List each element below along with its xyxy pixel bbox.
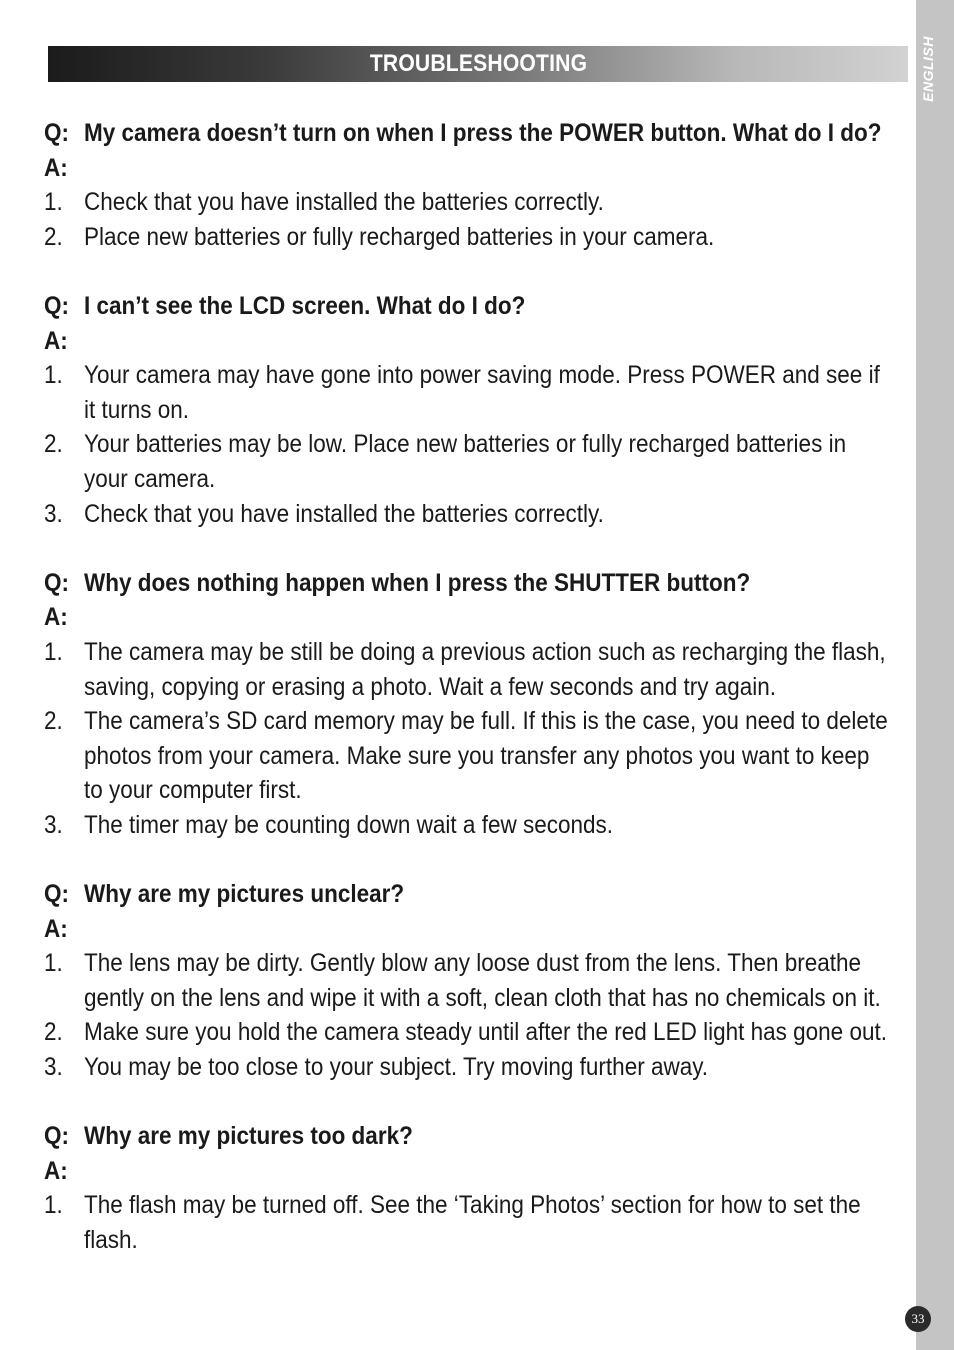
question-text: Why are my pictures too dark?: [84, 1122, 413, 1151]
answer-line: [44, 704, 916, 739]
answer-indent: [44, 393, 84, 428]
question-text: My camera doesn’t turn on when I press the POWER button. What do I do?: [84, 119, 882, 147]
section-gap: [44, 531, 916, 566]
answer-text: The camera’s SD card memory may be full. If this is the case, you need to delete: [84, 707, 888, 736]
answer-header: [44, 324, 916, 359]
answer-marker: A:: [44, 1156, 68, 1185]
answer-line: [44, 739, 916, 774]
answer-text: Make sure you hold the camera steady until after the red LED light has gone out.: [84, 1018, 887, 1047]
answer-header: [44, 151, 916, 186]
answer-line: [44, 773, 916, 808]
answer-marker: A:: [44, 326, 68, 355]
answer-line: [44, 427, 916, 462]
question-marker: Q:: [44, 291, 70, 320]
question-marker: Q:: [44, 1122, 70, 1151]
answer-indent: [44, 981, 84, 1016]
answer-line: [44, 462, 916, 497]
answer-line: [44, 808, 916, 843]
answer-number: [44, 946, 84, 981]
answer-line: [44, 981, 916, 1016]
answer-text: Check that you have installed the batteries correctly.: [84, 188, 604, 217]
answer-number: [44, 1015, 84, 1050]
answer-text: The flash may be turned off. See the ‘Taking Photos’ section for how to set the: [84, 1191, 861, 1220]
answer-indent: [44, 1223, 84, 1258]
faq-question: [44, 289, 916, 324]
answer-line: [44, 635, 916, 670]
answer-line: [44, 1050, 916, 1085]
faq-question: [44, 1119, 916, 1154]
answer-number-text: 1.: [44, 361, 63, 390]
answer-line: [44, 1188, 916, 1223]
answer-text: Your batteries may be low. Place new batteries or fully recharged batteries in: [84, 430, 847, 459]
answer-number: [44, 358, 84, 393]
answer-text: gently on the lens and wipe it with a soft, clean cloth that has no chemicals on it.: [84, 983, 881, 1012]
section-gap: [44, 842, 916, 877]
language-tab: [916, 24, 940, 114]
question-marker: Q:: [44, 119, 70, 147]
answer-header: [44, 600, 916, 635]
answer-number: [44, 427, 84, 462]
answer-number-text: 2.: [44, 222, 63, 251]
answer-number: [44, 635, 84, 670]
language-label: ENGLISH: [920, 36, 937, 102]
answer-number: [44, 220, 84, 255]
faq-question: [44, 877, 916, 912]
answer-text: The camera may be still be doing a previous action such as recharging the flash,: [84, 637, 886, 666]
answer-line: [44, 946, 916, 981]
answer-marker: A:: [44, 603, 68, 632]
answer-text: it turns on.: [84, 395, 190, 424]
answer-number: [44, 1188, 84, 1223]
answer-number-text: 1.: [44, 188, 63, 217]
answer-indent: [44, 773, 84, 808]
section-gap: [44, 1085, 916, 1120]
page-number: 33: [905, 1306, 931, 1332]
answer-text: Place new batteries or fully recharged batteries in your camera.: [84, 222, 715, 251]
section-gap: [44, 254, 916, 289]
answer-number: [44, 497, 84, 532]
question-text: I can’t see the LCD screen. What do I do?: [84, 291, 526, 320]
answer-number-text: 3.: [44, 1053, 63, 1082]
answer-header: [44, 1154, 916, 1189]
answer-text: photos from your camera. Make sure you transfer any photos you want to keep: [84, 741, 870, 770]
answer-number: [44, 1050, 84, 1085]
answer-number-text: 3.: [44, 810, 63, 839]
answer-number-text: 2.: [44, 430, 63, 459]
answer-text: your camera.: [84, 464, 216, 493]
answer-indent: [44, 670, 84, 705]
answer-text: The timer may be counting down wait a few seconds.: [84, 810, 614, 839]
question-marker: Q:: [44, 880, 70, 909]
answer-number-text: 1.: [44, 1191, 63, 1220]
answer-text: flash.: [84, 1226, 138, 1254]
answer-text: Check that you have installed the batteries correctly.: [84, 499, 604, 528]
faq-question: [44, 116, 916, 151]
faq-list: [44, 116, 916, 1258]
question-text: Why does nothing happen when I press the SHUTTER button?: [84, 568, 751, 597]
answer-text: You may be too close to your subject. Try moving further away.: [84, 1053, 709, 1082]
section-title: TROUBLESHOOTING: [369, 50, 587, 77]
answer-line: [44, 1015, 916, 1050]
section-header: [48, 46, 908, 82]
answer-text: to your computer first.: [84, 776, 302, 805]
answer-text: Your camera may have gone into power saving mode. Press POWER and see if: [84, 361, 880, 390]
answer-marker: A:: [44, 914, 68, 943]
question-text: Why are my pictures unclear?: [84, 880, 405, 909]
answer-number-text: 1.: [44, 637, 63, 666]
answer-line: [44, 358, 916, 393]
answer-text: saving, copying or erasing a photo. Wait a few seconds and try again.: [84, 672, 777, 701]
answer-number-text: 1.: [44, 949, 63, 978]
faq-question: [44, 566, 916, 601]
answer-header: [44, 912, 916, 947]
answer-text: The lens may be dirty. Gently blow any loose dust from the lens. Then breathe: [84, 949, 862, 978]
answer-indent: [44, 462, 84, 497]
answer-number-text: 2.: [44, 1018, 63, 1047]
question-marker: Q:: [44, 568, 70, 597]
answer-number: [44, 704, 84, 739]
answer-line: [44, 220, 916, 255]
answer-line: [44, 497, 916, 532]
answer-line: [44, 1223, 916, 1258]
side-strip: [916, 0, 954, 1350]
answer-number: [44, 185, 84, 220]
answer-line: [44, 393, 916, 428]
answer-number-text: 2.: [44, 707, 63, 736]
answer-indent: [44, 739, 84, 774]
answer-marker: A:: [44, 153, 68, 182]
answer-number: [44, 808, 84, 843]
answer-number-text: 3.: [44, 499, 63, 528]
answer-line: [44, 670, 916, 705]
answer-line: [44, 185, 916, 220]
